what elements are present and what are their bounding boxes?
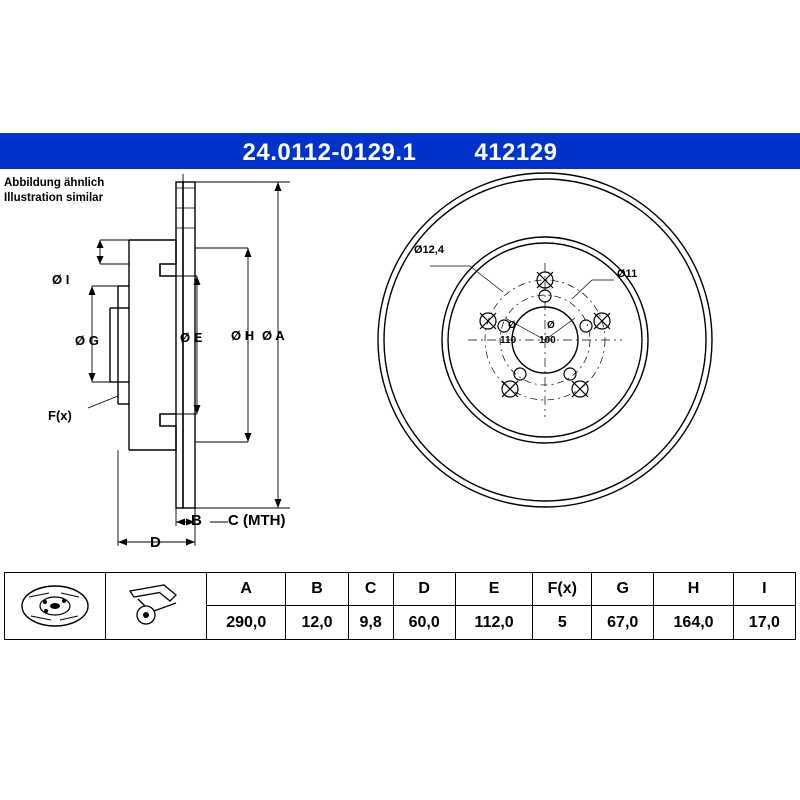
table-cell-value: 112,0 xyxy=(455,606,533,640)
table-col-header: I xyxy=(733,573,795,606)
label-pcd-inner-value: 100 xyxy=(539,335,556,346)
label-diameter-e: Ø E xyxy=(180,330,203,345)
label-diameter-i: Ø I xyxy=(52,272,70,287)
table-col-header: A xyxy=(207,573,286,606)
label-pcd-inner-symbol: Ø xyxy=(547,320,555,331)
label-diameter-g: Ø G xyxy=(75,333,99,348)
table-col-header: C xyxy=(348,573,393,606)
brake-disc-icon-cell xyxy=(5,573,106,640)
table-cell-value: 9,8 xyxy=(348,606,393,640)
label-b: B xyxy=(191,512,202,529)
table-cell-value: 5 xyxy=(533,606,592,640)
table-col-header: E xyxy=(455,573,533,606)
note-line-de: Abbildung ähnlich xyxy=(4,177,105,189)
part-number: 24.0112-0129.1 xyxy=(242,139,417,166)
label-pcd-outer-value: 110 xyxy=(500,335,517,346)
table-col-header: B xyxy=(286,573,348,606)
table-cell-value: 67,0 xyxy=(592,606,654,640)
table-col-header: F(x) xyxy=(533,573,592,606)
label-pcd-outer-symbol: Ø xyxy=(508,320,516,331)
drawing-area xyxy=(0,168,800,568)
table-cell-value: 12,0 xyxy=(286,606,348,640)
label-hole-11: Ø11 xyxy=(617,268,638,280)
label-c-mth: C (MTH) xyxy=(228,512,286,529)
table-col-header: D xyxy=(393,573,455,606)
gauge-icon-cell xyxy=(106,573,207,640)
table-cell-value: 60,0 xyxy=(393,606,455,640)
table-cell-value: 290,0 xyxy=(207,606,286,640)
brake-disc-icon xyxy=(5,573,105,639)
article-number: 412129 xyxy=(474,139,558,166)
label-fx: F(x) xyxy=(48,408,72,423)
label-d: D xyxy=(150,534,161,551)
label-hole-12-4: Ø12,4 xyxy=(414,244,444,256)
specification-table xyxy=(4,572,796,640)
drawing-svg xyxy=(0,168,800,568)
label-diameter-a: Ø A xyxy=(262,328,285,343)
note-line-en: Illustration similar xyxy=(4,192,104,204)
label-diameter-h: Ø H xyxy=(231,328,255,343)
header-title xyxy=(0,139,800,167)
table-cell-value: 164,0 xyxy=(654,606,733,640)
table-cell-value: 17,0 xyxy=(733,606,795,640)
table-col-header: G xyxy=(592,573,654,606)
disc-thickness-gauge-icon xyxy=(106,573,206,639)
table-col-header: H xyxy=(654,573,733,606)
table-header-row xyxy=(5,573,796,606)
